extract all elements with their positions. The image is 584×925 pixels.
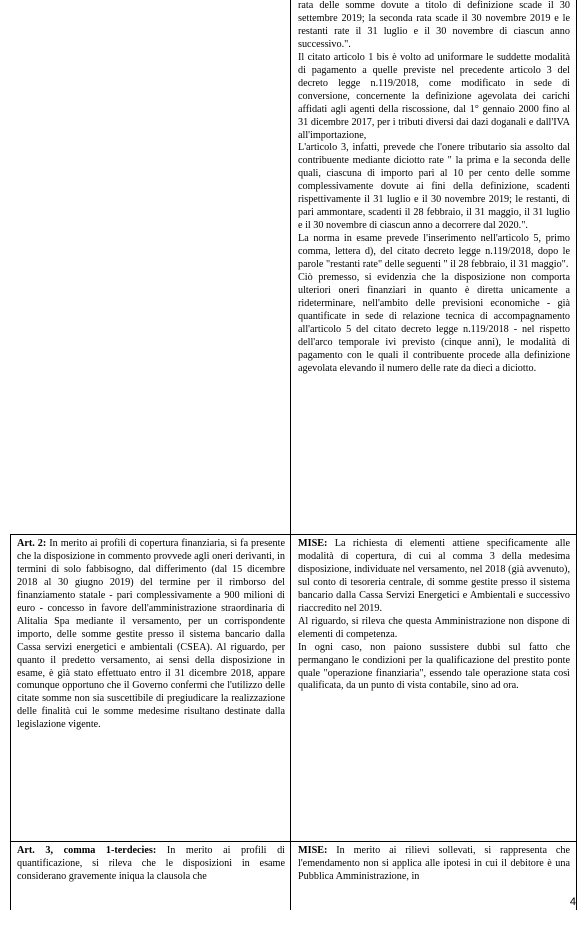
paragraph: [17, 538, 285, 732]
table-border-right: [576, 0, 577, 910]
table-cell-art3-response: [298, 845, 570, 909]
response-text: La richiesta di elementi attiene specificamente alle modalità di copertura, di cui al comma 3 della medesima disposizione, individuate nel versamento, nel 2018 (già avvenuto), sul conto di tesoreria centrale, di somme gestite presso il sistema bancario dalla Cassa Servizi Energetici e Ambientali e successivo riaccredito nel 2019.: [298, 538, 570, 614]
article-reference: Art. 2:: [17, 538, 47, 549]
paragraph: Al riguardo, si rileva che questa Amministrazione non dispone di elementi di competenza.: [298, 615, 570, 640]
comparison-table: [10, 0, 576, 910]
table-cell-art2-observation: [17, 538, 285, 838]
observation-text: In merito ai profili di copertura finanziaria, si fa presente che la disposizione in commento provvede agli oneri derivanti, in termini di solo fabbisogno, dal differimento (dal 15 dicembre 2018 al 30 giugno 2019) del termine per il rimborso del finanziamento statale - pari complessivamente a 900 milioni di euro - concesso in favore dell'amministrazione straordinaria di Alitalia Spa mediante il versamento, per un corrispondente importo, delle somme gestite presso il sistema bancario dalla Cassa servizi energetici e ambientali (CSEA). Al riguardo, per quanto il predetto versamento, ai sensi della disposizione in esame, è già stato effettuato entro il 31 dicembre 2018, appare comunque opportuno che il Governo confermi che l'utilizzo delle citate somme non sia suscettibile di pregiudicare la realizzazione delle finalità cui le somme medesime risultano destinate dalla legislazione vigente.: [17, 538, 285, 731]
paragraph: [298, 845, 570, 884]
respondent-label: MISE:: [298, 538, 328, 549]
paragraph: La norma in esame prevede l'inserimento nell'articolo 5, primo comma, lettera d), del citato decreto legge n.119/2018, dopo le parole "restanti rate" delle seguenti " il 28 febbraio, il 31 maggio".: [298, 233, 570, 271]
paragraph: [17, 845, 285, 884]
table-cell-art3-observation: [17, 845, 285, 909]
paragraph: rata delle somme dovute a titolo di definizione scade il 30 settembre 2019; la seconda rata scade il 30 novembre 2019 e le restanti rate il 31 luglio e il 30 novembre di ciascun anno successivo.".: [298, 0, 570, 50]
table-border-left: [10, 534, 11, 910]
article-reference: Art. 3, comma 1-terdecies:: [17, 845, 157, 856]
table-row-divider: [10, 841, 577, 842]
paragraph: Ciò premesso, si evidenzia che la disposizione non comporta ulteriori oneri finanziari in quanto è diretta unicamente a rideterminare, nell'ambito delle previsioni economiche - già quantificate in sede di relazione tecnica di accompagnamento all'articolo 5 del citato decreto legge n.119/2018 - nel rispetto dell'arco temporale ivi previsto (cinque anni), le modalità di pagamento con le quali il contribuente procede alla definizione agevolata elevando il numero delle rate da dieci a diciotto.: [298, 272, 570, 374]
page-number: 4: [569, 896, 576, 908]
table-row-divider: [10, 534, 577, 535]
table-column-divider: [290, 0, 291, 910]
response-text: In merito ai rilievi sollevati, si rappresenta che l'emendamento non si applica alle ipotesi in cui il debitore è una Pubblica Amministrazione, in: [298, 845, 570, 882]
paragraph: In ogni caso, non paiono sussistere dubbi sul fatto che permangano le condizioni per la qualificazione del prestito ponte quale "operazione finanziaria", essendo tale operazione stata così qualificata, da un punto di vista contabile, sino ad ora.: [298, 641, 570, 692]
observation-text: In merito ai profili di quantificazione, si rileva che le disposizioni in esame considerano gravemente iniqua la clausola che: [17, 845, 285, 882]
table-cell-art2-response: [298, 538, 570, 838]
table-cell-top-right: [298, 0, 570, 532]
paragraph: [298, 538, 570, 616]
respondent-label: MISE:: [298, 845, 328, 856]
paragraph: Il citato articolo 1 bis è volto ad uniformare le suddette modalità di pagamento a quelle previste nel precedente articolo 3 del decreto legge n.119/2018, come modificato in sede di conversione, concernente la definizione agevolata dei carichi affidati agli agenti della riscossione, dal 1° gennaio 2000 fino al 31 dicembre 2017, per i tributi diversi dai dazi doganali e dall'IVA all'importazione,: [298, 51, 570, 141]
paragraph: L'articolo 3, infatti, prevede che l'onere tributario sia assolto dal contribuente mediante diciotto rate " la prima e la seconda delle quali, ciascuna di importo pari al 10 per cento delle somme complessivamente dovute ai fini della definizione, scadenti rispettivamente il 31 luglio e il 30 novembre 2019; le restanti, di pari ammontare, scadenti il 28 febbraio, il 31 maggio, il 31 luglio e il 30 novembre di ciascun anno a decorrere dal 2020.".: [298, 142, 570, 232]
